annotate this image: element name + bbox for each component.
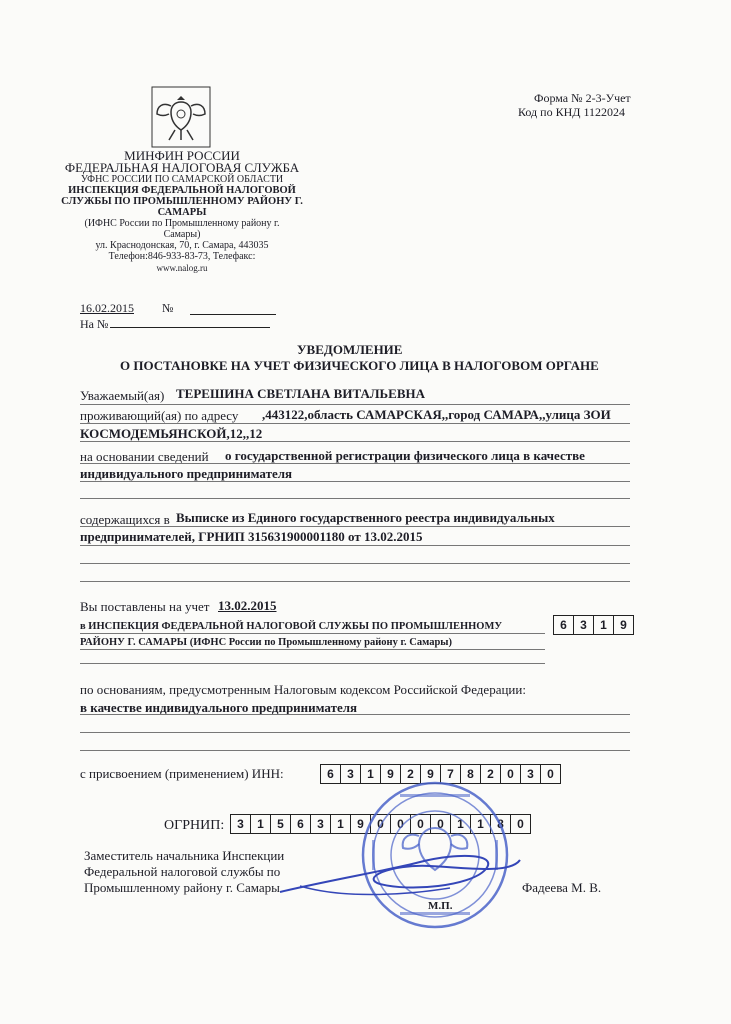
inn-digit: 3: [521, 765, 541, 783]
ogrnip-digit: 3: [311, 815, 331, 833]
ogrnip-digit: 8: [491, 815, 511, 833]
authority-line-1: МИНФИН РОССИИ: [124, 148, 240, 163]
basis-label: на основании сведений: [80, 449, 209, 464]
ogrnip-digit: 5: [271, 815, 291, 833]
ogrnip-digit: 0: [391, 815, 411, 833]
ogrnip-label: ОГРНИП:: [164, 818, 225, 833]
inn-label: с присвоением (применением) ИНН:: [80, 766, 284, 781]
authority-address: ул. Краснодонская, 70, г. Самара, 443035: [95, 240, 269, 251]
basis-line-2: индивидуального предпринимателя: [80, 466, 293, 481]
stamp-place-label: М.П.: [428, 900, 453, 912]
address-label: проживающий(ая) по адресу: [80, 408, 239, 423]
ogrnip-digit: 1: [251, 815, 271, 833]
inspection-code-digit: 1: [594, 616, 614, 634]
signer-position-1: Заместитель начальника Инспекции: [84, 848, 285, 863]
inspection-code-digit: 9: [620, 618, 627, 632]
inspection-line-2: РАЙОНУ Г. САМАРЫ (ИФНС России по Промышленному району г. Самары): [80, 637, 452, 648]
authority-phone: Телефон:846-933-83-73, Телефакс:: [108, 251, 256, 262]
address-line-1: ,443122,область САМАРСКАЯ,,город САМАРА,,улица ЗОИ: [262, 407, 611, 422]
basis-line-1: о государственной регистрации физического лица в качестве: [225, 448, 585, 463]
grounds-label: по основаниям, предусмотренным Налоговым кодексом Российской Федерации:: [80, 682, 526, 697]
ogrnip-digit: 0: [517, 817, 524, 831]
authority-line-4: ИНСПЕКЦИЯ ФЕДЕРАЛЬНОЙ НАЛОГОВОЙ: [68, 185, 296, 196]
authority-line-7: (ИФНС России по Промышленному району г.: [84, 218, 280, 229]
address-line-2: КОСМОДЕМЬЯНСКОЙ,12,,12: [80, 426, 263, 441]
inn-digit: 8: [461, 765, 481, 783]
signer-position-2: Федеральной налоговой службы по: [84, 864, 281, 879]
contained-line-1: Выписке из Единого государственного реестра индивидуальных: [176, 510, 555, 525]
inspection-code-digit: 6: [554, 616, 574, 634]
inspection-code-cells: [553, 615, 634, 635]
inn-digit: 0: [547, 767, 554, 781]
ogrnip-digit: 1: [331, 815, 351, 833]
inn-digit: 9: [421, 765, 441, 783]
ogrnip-digit: 9: [351, 815, 371, 833]
inn-digit: 6: [321, 765, 341, 783]
authority-line-2: ФЕДЕРАЛЬНАЯ НАЛОГОВАЯ СЛУЖБА: [64, 160, 300, 175]
signer-position-3: Промышленному району г. Самары: [84, 880, 280, 895]
dear-label: Уважаемый(ая): [80, 388, 165, 403]
ogrnip-digit: 0: [431, 815, 451, 833]
ogrnip-digit: 6: [291, 815, 311, 833]
coat-of-arms-icon: [151, 86, 211, 148]
document-subtitle: О ПОСТАНОВКЕ НА УЧЕТ ФИЗИЧЕСКОГО ЛИЦА В НАЛОГОВОМ ОРГАНЕ: [120, 358, 599, 373]
inn-digit: 2: [481, 765, 501, 783]
contained-line-2: предпринимателей, ГРНИП 315631900001180 от 13.02.2015: [80, 529, 423, 544]
signer-name: Фадеева М. В.: [522, 880, 602, 895]
authority-line-8: Самары): [163, 229, 201, 240]
authority-line-6: САМАРЫ: [157, 207, 207, 218]
signature-icon: [270, 840, 530, 910]
form-number: Форма № 2-3-Учет: [534, 91, 631, 105]
inn-digit: 0: [501, 765, 521, 783]
knd-code: Код по КНД 1122024: [518, 105, 625, 119]
ogrnip-digit: 1: [471, 815, 491, 833]
inn-digit: 7: [441, 765, 461, 783]
number-label: №: [162, 301, 174, 315]
registered-label: Вы поставлены на учет: [80, 599, 210, 614]
inn-digit: 2: [401, 765, 421, 783]
ogrnip-digit: 0: [411, 815, 431, 833]
authority-line-3: УФНС РОССИИ ПО САМАРСКОЙ ОБЛАСТИ: [80, 174, 284, 185]
ogrnip-digit: 0: [371, 815, 391, 833]
ogrnip-digit: 3: [231, 815, 251, 833]
authority-website: www.nalog.ru: [156, 263, 208, 273]
inn-digit: 1: [361, 765, 381, 783]
registration-date: 13.02.2015: [218, 598, 277, 613]
contained-label: содержащихся в: [80, 512, 170, 527]
document-title: УВЕДОМЛЕНИЕ: [297, 342, 403, 357]
taxpayer-name: ТЕРЕШИНА СВЕТЛАНА ВИТАЛЬЕВНА: [176, 386, 425, 401]
document-date: 16.02.2015: [80, 301, 134, 315]
inn-digit: 3: [341, 765, 361, 783]
inspection-code-digit: 3: [574, 616, 594, 634]
reference-label: На №: [80, 317, 109, 331]
authority-line-5: СЛУЖБЫ ПО ПРОМЫШЛЕННОМУ РАЙОНУ Г.: [61, 196, 303, 207]
ogrnip-digit: 1: [451, 815, 471, 833]
inspection-line-1: в ИНСПЕКЦИЯ ФЕДЕРАЛЬНОЙ НАЛОГОВОЙ СЛУЖБЫ ПО ПРОМЫШЛЕННОМУ: [80, 621, 503, 632]
inn-digit: 9: [381, 765, 401, 783]
grounds-value: в качестве индивидуального предпринимателя: [80, 700, 358, 715]
